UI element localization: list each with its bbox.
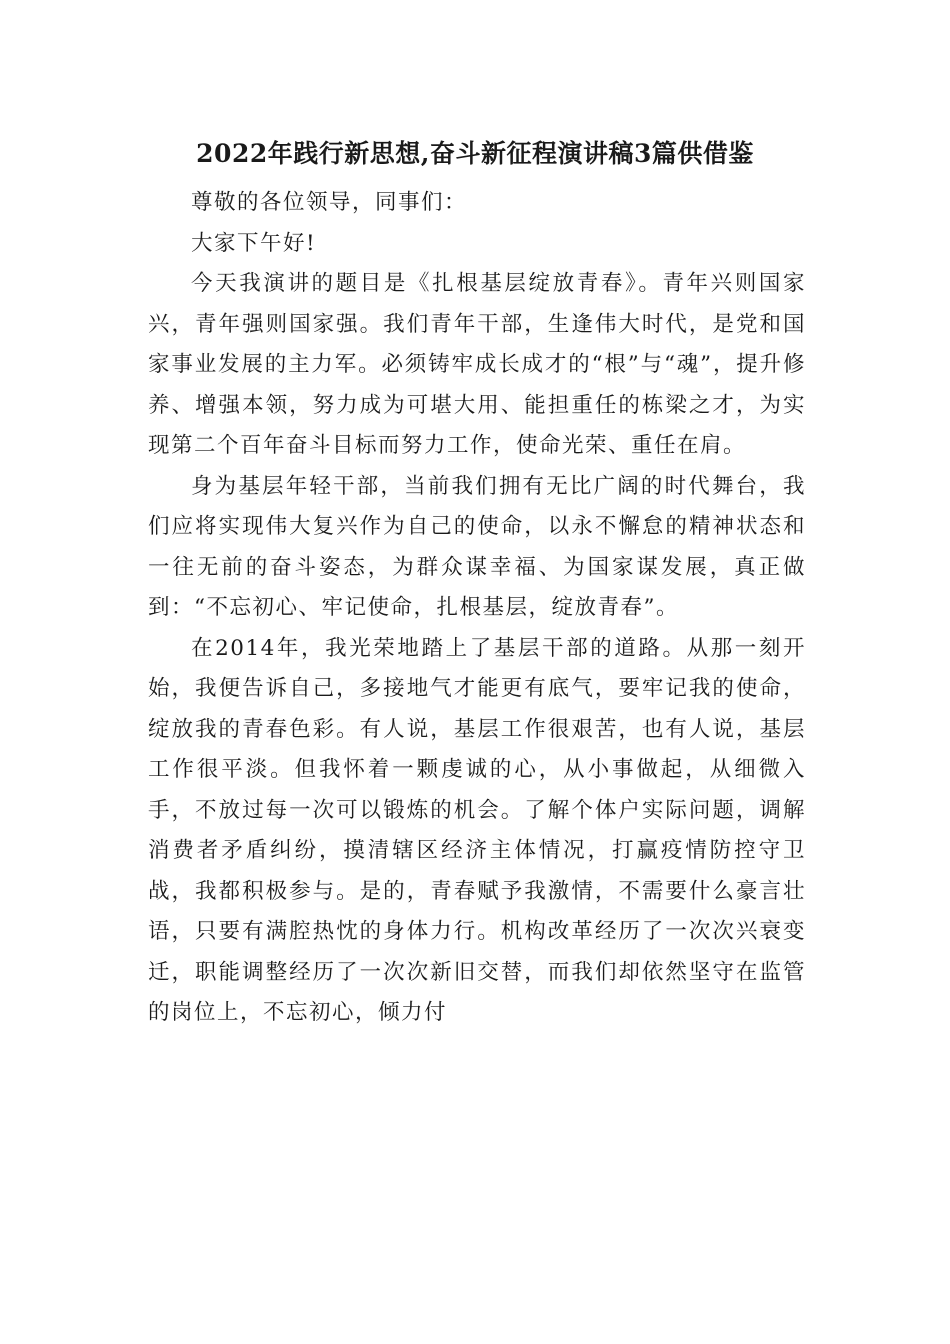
- body-paragraph: 身为基层年轻干部，当前我们拥有无比广阔的时代舞台，我们应将实现伟大复兴作为自己的使命，以永不懈怠的精神状态和一往无前的奋斗姿态，为群众谋幸福、为国家谋发展，真正做到：“不忘初心、牢记使命，扎根基层，绽放青春”。: [148, 473, 806, 620]
- document-title: 2022年践行新思想,奋斗新征程演讲稿3篇供借鉴: [196, 139, 754, 168]
- salutation-paragraph: 尊敬的各位领导，同事们：: [191, 190, 468, 215]
- document-body: [148, 183, 806, 1034]
- body-paragraph: 今天我演讲的题目是《扎根基层绽放青春》。青年兴则国家兴，青年强则国家强。我们青年干部，生逢伟大时代，是党和国家事业发展的主力军。必须铸牢成长成才的“根”与“魂”，提升修养、增强本领，努力成为可堪大用、能担重任的栋梁之才，为实现第二个百年奋斗目标而努力工作，使命光荣、重任在肩。: [148, 271, 806, 458]
- body-paragraph: 在2014年，我光荣地踏上了基层干部的道路。从那一刻开始，我便告诉自己，多接地气才能更有底气，要牢记我的使命，绽放我的青春色彩。有人说，基层工作很艰苦，也有人说，基层工作很平淡。但我怀着一颗虔诚的心，从小事做起，从细微入手，不放过每一次可以锻炼的机会。了解个体户实际问题，调解消费者矛盾纠纷，摸清辖区经济主体情况，打赢疫情防控守卫战，我都积极参与。是的，青春赋予我激情，不需要什么豪言壮语，只要有满腔热忱的身体力行。机构改革经历了一次次兴衰变迁，职能调整经历了一次次新旧交替，而我们却依然坚守在监管的岗位上，不忘初心，倾力付: [148, 635, 806, 1025]
- greeting-paragraph: 大家下午好!: [191, 230, 317, 256]
